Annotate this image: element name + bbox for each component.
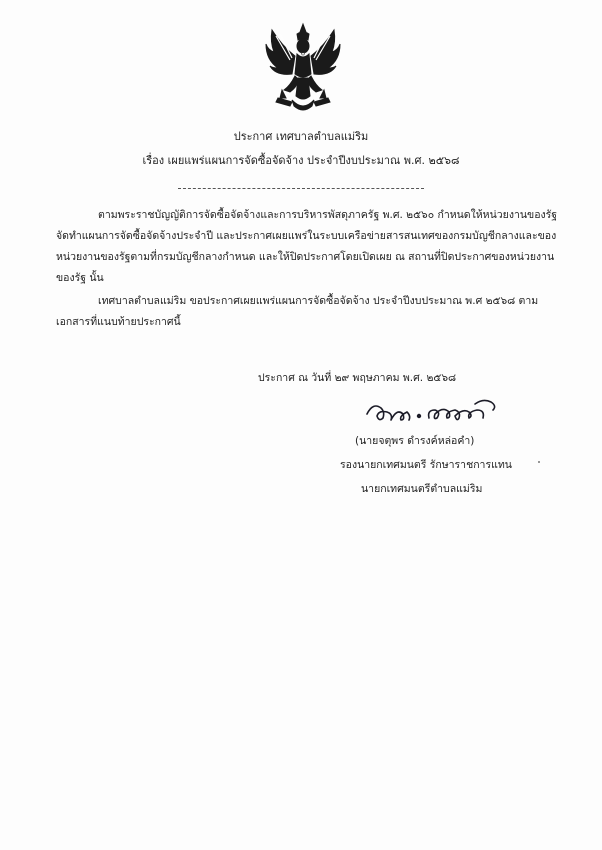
signer-position: รองนายกเทศมนตรี รักษาราชการแทน	[340, 459, 512, 471]
body-paragraph-2	[56, 291, 556, 333]
scan-speck	[538, 461, 540, 463]
announcement-title: ประกาศ เทศบาลตำบลแม่ริม	[233, 130, 369, 143]
paragraph-line: หน่วยงานของรัฐตามที่กรมบัญชีกลางกำหนด และให้ปิดประกาศโดยเปิดเผย ณ สถานที่ปิดประกาศของหน่วยงาน	[56, 251, 555, 263]
announcement-date: ประกาศ ณ วันที่ ๒๙ พฤษภาคม พ.ศ. ๒๕๖๘	[258, 372, 457, 384]
paragraph-line: เอกสารที่แนบท้ายประกาศนี้	[56, 316, 181, 328]
signer-name: (นายจตุพร ดำรงค์หล่อคำ)	[355, 435, 475, 447]
handwritten-signature	[363, 394, 503, 430]
divider-line	[178, 188, 424, 189]
paragraph-line: ตามพระราชบัญญัติการจัดซื้อจัดจ้างและการบริหารพัสดุภาครัฐ พ.ศ. ๒๕๖๐ กำหนดให้หน่วยงานของรัฐ	[98, 209, 558, 221]
paragraph-line: ของรัฐ นั้น	[56, 272, 104, 284]
signer-office: นายกเทศมนตรีตำบลแม่ริม	[361, 483, 483, 495]
paragraph-line: เทศบาลตำบลแม่ริม ขอประกาศเผยแพร่แผนการจัดซื้อจัดจ้าง ประจำปีงบประมาณ พ.ศ ๒๕๖๘ ตาม	[98, 295, 539, 307]
paragraph-line: จัดทำแผนการจัดซื้อจัดจ้างประจำปี และประกาศเผยแพร่ในระบบเครือข่ายสารสนเทศของกรมบัญชีกลางและของ	[56, 230, 557, 242]
body-paragraph-1	[56, 205, 556, 289]
garuda-emblem-icon	[262, 22, 344, 114]
announcement-subject: เรื่อง เผยแพร่แผนการจัดซื้อจัดจ้าง ประจำปีงบประมาณ พ.ศ. ๒๕๖๘	[142, 154, 460, 167]
